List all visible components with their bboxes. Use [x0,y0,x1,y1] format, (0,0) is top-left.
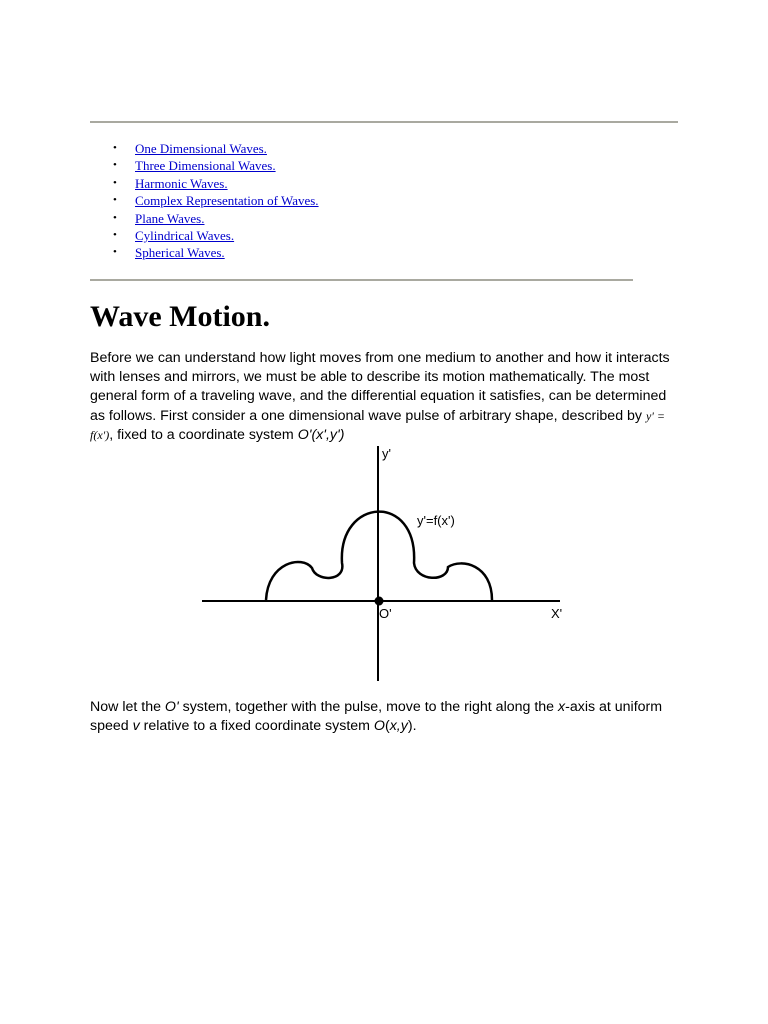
coordinate-system-symbol: O'(x',y') [297,426,345,443]
origin-label: O' [379,606,392,621]
followup-text: ( [384,718,390,735]
curve-label: y'=f(x') [417,513,455,528]
origin-point [375,597,384,606]
bullet: • [113,142,117,154]
bullet: • [113,194,117,207]
link-complex-representation[interactable]: Complex Representation of Waves. [135,193,319,209]
followup-text: Now let the [90,699,165,715]
link-three-dimensional-waves[interactable]: Three Dimensional Waves. [135,158,276,174]
page-title: Wave Motion. [90,300,270,333]
symbol-xy: x,y [389,718,408,735]
symbol-o: O [373,718,385,735]
bullet: • [113,228,117,241]
link-harmonic-waves[interactable]: Harmonic Waves. [135,175,228,191]
intro-mid-text: , fixed to a coordinate system [109,426,298,443]
x-axis-label: X' [551,606,563,621]
bullet: • [113,176,117,189]
symbol-o-prime: O' [164,699,179,715]
link-one-dimensional-waves[interactable]: One Dimensional Waves. [135,141,267,156]
symbol-x: x [558,699,566,715]
followup-text: ). [407,718,417,735]
y-axis-label: y' [382,446,391,461]
bullet: • [113,211,117,224]
followup-text: -axis at uniform speed [90,699,663,735]
link-spherical-waves[interactable]: Spherical Waves. [135,245,225,261]
followup-text: system, together with the pulse, move to the right along the [178,699,559,715]
followup-paragraph [90,698,680,736]
equation-inline: y' = f(x') [90,408,665,442]
bullet: • [113,246,117,259]
bullet: • [113,159,117,172]
intro-text: Before we can understand how light moves from one medium to another and how it interacts with lenses and mirrors, we must be able to describe its motion mathematically. The most general form of a traveling wave, and the differential equation it satisfies, can be determined as follows. First consider a one dimensional wave pulse of arbitrary shape, described by [90,350,670,424]
link-cylindrical-waves[interactable]: Cylindrical Waves. [135,227,235,243]
followup-text: relative to a fixed coordinate system [139,718,374,735]
symbol-v: v [132,718,140,735]
link-plane-waves[interactable]: Plane Waves. [135,210,205,226]
